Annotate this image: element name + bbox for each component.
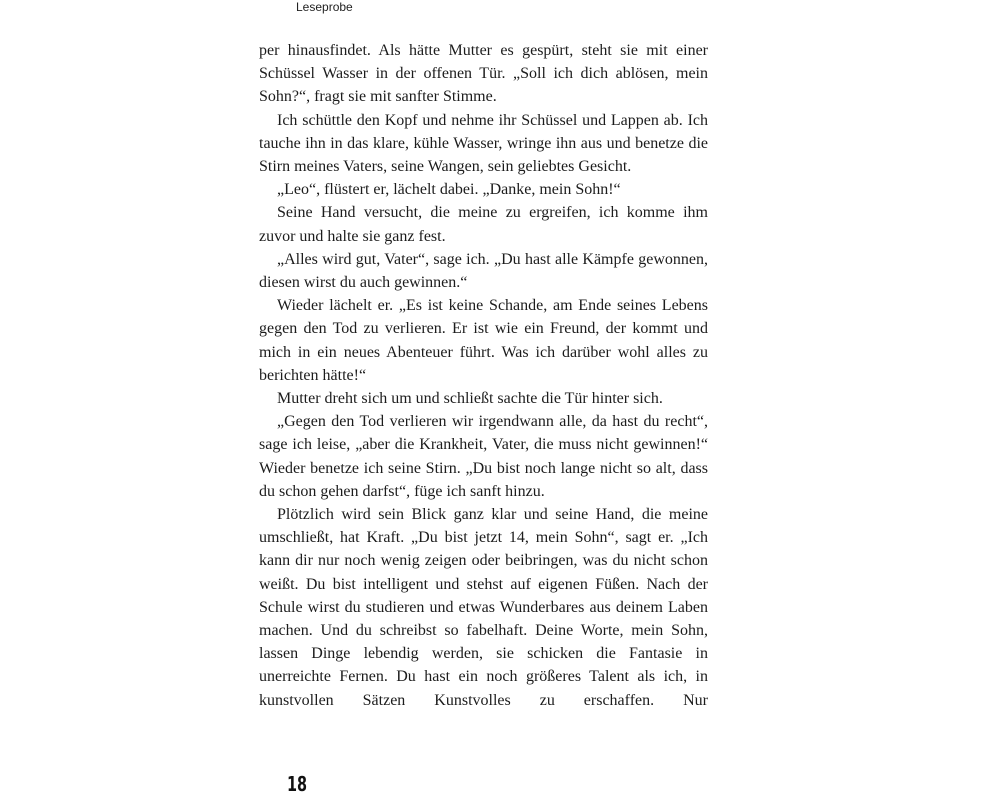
page-number: 18 [287, 772, 308, 796]
paragraph-9: Plötzlich wird sein Blick ganz klar und seine Hand, die meine umschließt, hat Kraft. „Du bist jetzt 14, mein Sohn“, sagt er. „Ich kann dir nur noch wenig zeigen oder beibringen, was du nicht schon weißt. Du bist intelligent und stehst auf eigenen Füßen. Nach der Schule wirst du studieren und etwas Wunderbares aus deinem Laben machen. Und du schreibst so fabelhaft. Deine Worte, mein Sohn, lassen Dinge lebendig werden, sie schicken die Fantasie in unerreichte Fernen. Du hast ein noch größeres Talent als ich, in kunstvollen Sätzen Kunstvolles zu erschaffen. Nur [259, 506, 708, 709]
paragraph-7: Mutter dreht sich um und schließt sachte die Tür hinter sich. [277, 390, 663, 408]
paragraph-4: Seine Hand versucht, die meine zu ergreifen, ich komme ihm zuvor und halte sie ganz fest. [259, 204, 708, 245]
paragraph-5: „Alles wird gut, Vater“, sage ich. „Du hast alle Kämpfe gewonnen, diesen wirst du auch gewinnen.“ [259, 250, 708, 292]
paragraph-8: „Gegen den Tod verlieren wir irgendwann alle, da hast du recht“, sage ich leise, „aber die Krankheit, Vater, die muss nicht gewinnen!“ Wieder benetze ich seine Stirn. „Du bist noch lange nicht so alt, dass du schon gehen darfst“, füge ich sanft hinzu. [259, 413, 708, 500]
paragraph-6: Wieder lächelt er. „Es ist keine Schande, am Ende seines Lebens gegen den Tod zu verlieren. Er ist wie ein Freund, der kommt und mich in ein neues Abenteuer führt. Was ich darüber wohl alles zu berichten hätte!“ [259, 297, 708, 384]
paragraph-1: per hinausfindet. Als hätte Mutter es gespürt, steht sie mit einer Schüssel Wasser in der offenen Tür. „Soll ich dich ablösen, mein Sohn?“, fragt sie mit sanfter Stimme. [259, 42, 708, 106]
body-text [259, 39, 708, 712]
paragraph-3: „Leo“, flüstert er, lächelt dabei. „Danke, mein Sohn!“ [277, 181, 621, 199]
paragraph-2: Ich schüttle den Kopf und nehme ihr Schüssel und Lappen ab. Ich tauche ihn in das klare, kühle Wasser, wringe ihn aus und benetze die Stirn meines Vaters, seine Wangen, sein geliebtes Gesicht. [259, 111, 708, 176]
header-label: Leseprobe [296, 0, 353, 14]
